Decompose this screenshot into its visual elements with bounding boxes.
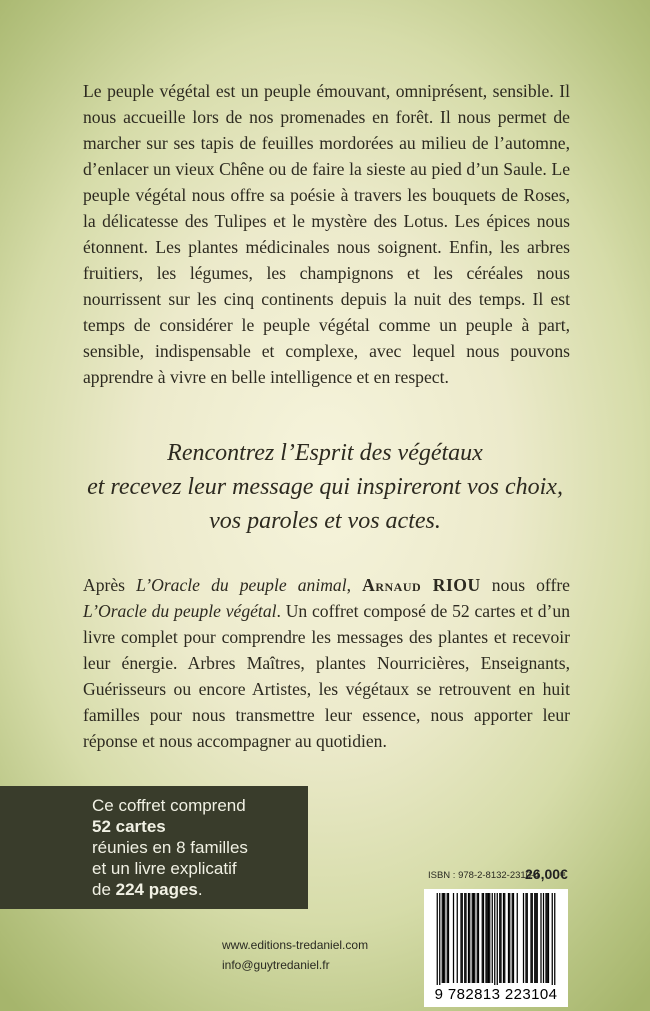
barcode-bar — [534, 893, 535, 983]
barcode-bar — [503, 893, 504, 983]
barcode-bar — [548, 893, 549, 983]
description-text: , — [346, 575, 363, 595]
barcode-bar — [478, 893, 479, 983]
barcode-bar — [504, 893, 505, 983]
contents-box — [0, 786, 308, 909]
contents-pages: de 224 pages. — [92, 880, 203, 899]
barcode-bar — [532, 893, 533, 983]
barcode-bar — [530, 893, 531, 983]
barcode-bar — [437, 893, 438, 985]
barcode-bar — [485, 893, 486, 983]
barcode-bar — [494, 893, 495, 985]
contents-line: réunies en 8 familles — [92, 838, 248, 857]
barcode-bar — [497, 893, 498, 985]
website-link[interactable]: www.editions-tredaniel.com — [222, 938, 369, 952]
quote-line: Rencontrez l’Esprit des végétaux — [167, 440, 483, 466]
barcode-bar — [535, 893, 536, 983]
barcode-bar — [472, 893, 473, 983]
barcode-digits: 9 782813 223104 — [434, 986, 558, 1003]
barcode-bars — [424, 889, 568, 985]
barcode-bar — [512, 893, 513, 983]
barcode — [424, 889, 568, 1007]
barcode-bar — [500, 893, 501, 983]
barcode-bar — [477, 893, 478, 983]
email-link[interactable]: info@guytredaniel.fr — [222, 958, 330, 972]
barcode-bar — [469, 893, 470, 983]
barcode-bar — [462, 893, 463, 983]
contents-line: et un livre explicatif — [92, 859, 237, 878]
barcode-bar — [552, 893, 553, 985]
barcode-bar — [443, 893, 444, 983]
barcode-bar — [468, 893, 469, 983]
barcode-bar — [492, 893, 493, 983]
description-text: nous offre — [480, 575, 570, 595]
barcode-bar — [545, 893, 546, 983]
barcode-bar — [439, 893, 440, 985]
quote-block — [60, 436, 590, 538]
barcode-bar — [527, 893, 528, 983]
barcode-bar — [457, 893, 458, 983]
barcode-bar — [540, 893, 541, 983]
intro-paragraph: Le peuple végétal est un peuple émouvant, omniprésent, sensible. Il nous accueille lors de nos promenades en forêt. Il nous permet de marcher sur ses tapis de feuilles mordorées au milieu de l’automne, d’enlacer un vieux Chêne ou de faire la sieste au pied d’un Saule. Le peuple végétal nous offre sa poésie à travers les bouquets de Roses, la délicatesse des Tulipes et le mystère des Lotus. Les épices nous étonnent. Les plantes médicinales nous soignent. Enfin, les arbres fruitiers, les légumes, les champignons et les céréales nous nourrissent sur les cinq continents depuis la nuit des temps. Il est temps de considérer le peuple végétal comme un peuple à part, sensible, indispensable et complexe, avec lequel nous pouvons apprendre à vivre en belle intelligence et en respect. — [83, 81, 570, 387]
barcode-bar — [460, 893, 461, 983]
price: 26,00€ — [525, 866, 568, 882]
barcode-bar — [474, 893, 475, 983]
barcode-bar — [483, 893, 484, 983]
barcode-bar — [442, 893, 443, 983]
description-text: . Un coffret composé de 52 cartes et d’un livre complet pour comprendre les messages des plantes et recevoir leur énergie. Arbres Maîtres, plantes Nourricières, Enseignants, Guérisseurs ou encore Artistes, les végétaux se retrouvent en huit familles pour nous transmettre leur essence, nous apporter leur réponse et nous accompagner au quotidien. — [83, 601, 570, 751]
barcode-bar — [447, 893, 448, 983]
isbn-label: ISBN : 978-2-8132-2310-4 — [428, 870, 540, 881]
barcode-bar — [473, 893, 474, 983]
barcode-bar — [537, 893, 538, 983]
book-title-animal: L’Oracle du peuple animal — [136, 575, 347, 595]
barcode-bar — [509, 893, 510, 983]
description-paragraph — [83, 572, 570, 754]
book-title-vegetal: L’Oracle du peuple végétal — [83, 601, 277, 621]
barcode-bar — [487, 893, 488, 983]
barcode-bar — [547, 893, 548, 983]
barcode-bar — [499, 893, 500, 983]
barcode-bar — [464, 893, 465, 983]
contents-line: Ce coffret comprend — [92, 796, 246, 815]
barcode-bar — [508, 893, 509, 983]
barcode-bar — [513, 893, 514, 983]
barcode-bar — [444, 893, 445, 983]
quote-line: et recevez leur message qui inspireront vos choix, — [87, 474, 563, 500]
barcode-bar — [543, 893, 544, 983]
barcode-bar — [554, 893, 555, 985]
barcode-bar — [482, 893, 483, 983]
contents-cards: 52 cartes — [92, 817, 166, 836]
publisher-contact — [222, 935, 372, 975]
barcode-bar — [489, 893, 490, 983]
barcode-bar — [488, 893, 489, 983]
barcode-bar — [453, 893, 454, 983]
quote-line: vos paroles et vos actes. — [209, 508, 441, 534]
barcode-bar — [517, 893, 518, 983]
barcode-bar — [525, 893, 526, 983]
description-text: Après — [83, 575, 137, 595]
barcode-bar — [448, 893, 449, 983]
barcode-bar — [465, 893, 466, 983]
barcode-bar — [523, 893, 524, 983]
author-name: Arnaud RIOU — [362, 575, 481, 595]
